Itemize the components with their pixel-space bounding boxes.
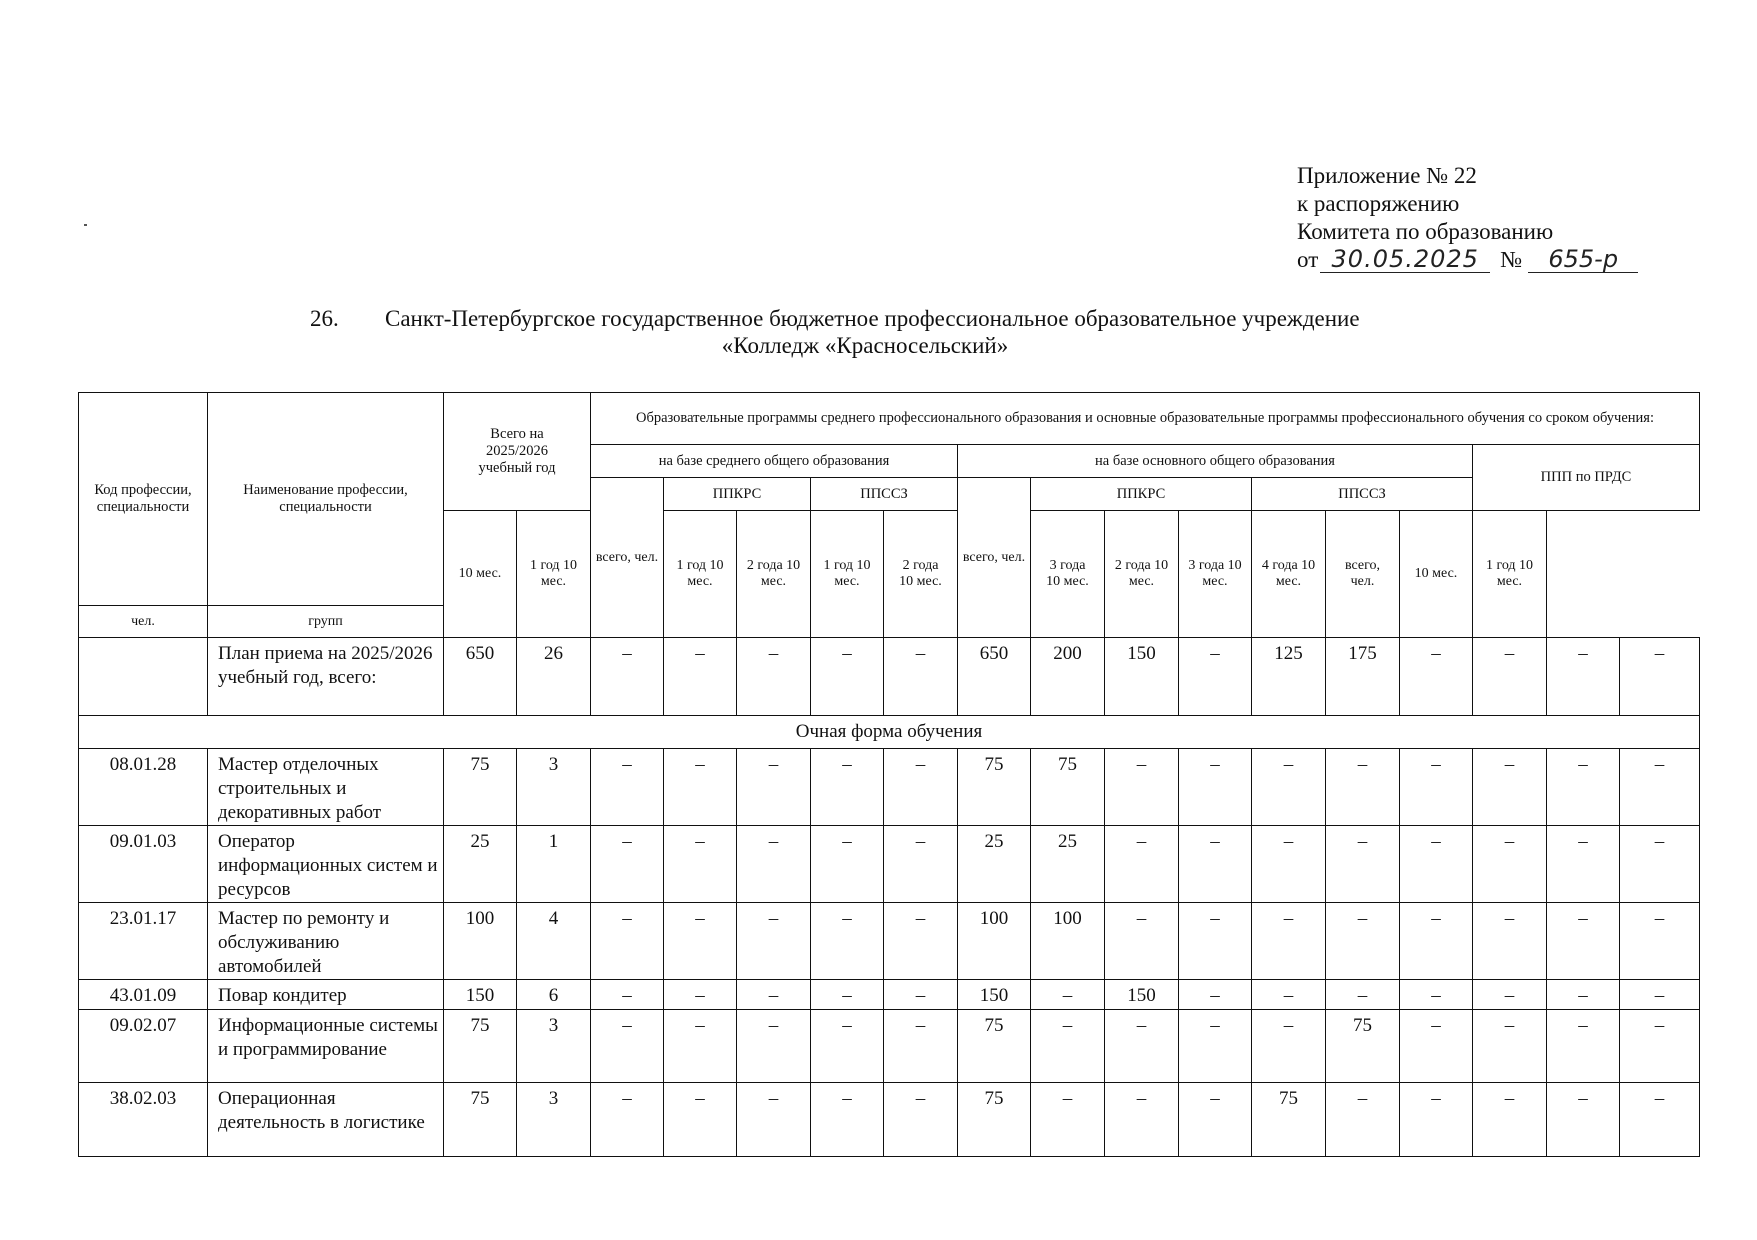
header-sec-ppssz: ППССЗ xyxy=(811,478,958,511)
cell-value: 150 xyxy=(1105,980,1179,1010)
cell-value: – xyxy=(811,826,884,903)
cell-value: – xyxy=(1547,980,1620,1010)
cell-value: – xyxy=(1620,638,1700,716)
cell-name: Мастер отделочных строительных и декоративных работ xyxy=(208,749,444,826)
cell-value: 200 xyxy=(1031,638,1105,716)
cell-value: 75 xyxy=(958,1083,1031,1157)
cell-value: – xyxy=(1179,749,1252,826)
cell-value: – xyxy=(664,980,737,1010)
cell-value: – xyxy=(1031,1083,1105,1157)
cell-name: Информационные системы и программирование xyxy=(208,1010,444,1083)
cell-name: Операционная деятельность в логистике xyxy=(208,1083,444,1157)
cell-value: – xyxy=(664,1083,737,1157)
cell-value: – xyxy=(1326,749,1400,826)
table-row xyxy=(79,1010,1700,1083)
header-total-groups: групп xyxy=(208,606,444,638)
header-sec-ppssz-2y10m: 2 года 10 мес. xyxy=(737,511,811,638)
cell-value: – xyxy=(1031,980,1105,1010)
cell-value: – xyxy=(737,638,811,716)
header-ppp-10m: 10 мес. xyxy=(1400,511,1473,638)
cell-value: – xyxy=(1473,826,1547,903)
cell-value: – xyxy=(591,638,664,716)
header-bas-ppssz: ППССЗ xyxy=(1252,478,1473,511)
cell-value: 125 xyxy=(1252,638,1326,716)
cell-value: – xyxy=(884,638,958,716)
cell-value: – xyxy=(1547,1083,1620,1157)
header-sec-ppkrs-1y10m: 1 год 10 мес. xyxy=(517,511,591,638)
header-basic-base: на базе основного общего образования xyxy=(958,445,1473,478)
cell-code: 43.01.09 xyxy=(79,980,208,1010)
cell-value: – xyxy=(1031,1010,1105,1083)
annex-block xyxy=(1297,162,1638,274)
cell-value: – xyxy=(1473,903,1547,980)
cell-value: 3 xyxy=(517,749,591,826)
cell-value: 3 xyxy=(517,1083,591,1157)
cell-value: – xyxy=(1326,1083,1400,1157)
cell-value: – xyxy=(1473,749,1547,826)
plan-row xyxy=(79,638,1700,716)
cell-value: 100 xyxy=(1031,903,1105,980)
handwritten-number: 655-р xyxy=(1528,246,1638,273)
cell-value: – xyxy=(1179,826,1252,903)
cell-value: 6 xyxy=(517,980,591,1010)
cell-name: Оператор информационных систем и ресурсов xyxy=(208,826,444,903)
cell-value: 25 xyxy=(1031,826,1105,903)
header-bas-ppkrs-1y10m: 1 год 10 мес. xyxy=(811,511,884,638)
table-row xyxy=(79,1083,1700,1157)
cell-code: 23.01.17 xyxy=(79,903,208,980)
cell-name: Повар кондитер xyxy=(208,980,444,1010)
cell-value: – xyxy=(1547,1010,1620,1083)
cell-value: – xyxy=(664,826,737,903)
header-sec-ppkrs: ППКРС xyxy=(664,478,811,511)
cell-value: – xyxy=(1547,638,1620,716)
cell-value: 25 xyxy=(958,826,1031,903)
cell-value: 75 xyxy=(1031,749,1105,826)
annex-line-3: Комитета по образованию xyxy=(1297,219,1554,244)
cell-value: – xyxy=(1547,903,1620,980)
cell-value: – xyxy=(1620,826,1700,903)
cell-value: – xyxy=(1400,980,1473,1010)
header-ppp: ППП по ПРДС xyxy=(1473,445,1700,511)
from-label: от xyxy=(1297,247,1319,272)
cell-value: – xyxy=(737,1083,811,1157)
cell-value: – xyxy=(1473,1083,1547,1157)
table-row xyxy=(79,826,1700,903)
cell-value: – xyxy=(1252,749,1326,826)
cell-value: – xyxy=(811,1010,884,1083)
header-bas-ppkrs: ППКРС xyxy=(1031,478,1252,511)
cell-value: – xyxy=(664,903,737,980)
cell-value: – xyxy=(591,980,664,1010)
cell-value: – xyxy=(1179,1083,1252,1157)
cell-value: – xyxy=(591,903,664,980)
cell-value: – xyxy=(884,826,958,903)
annex-line-2: к распоряжению xyxy=(1297,191,1460,216)
cell-value: – xyxy=(1105,1010,1179,1083)
cell-value: – xyxy=(1326,903,1400,980)
header-ppp-1y10m: 1 год 10 мес. xyxy=(1473,511,1547,638)
cell-value: 75 xyxy=(444,749,517,826)
header-bas-ppssz-2y10m: 2 года 10 мес. xyxy=(1105,511,1179,638)
institution-number: 26. xyxy=(310,306,339,331)
cell-value: – xyxy=(1620,1010,1700,1083)
cell-name: Мастер по ремонту и обслуживанию автомобилей xyxy=(208,903,444,980)
cell-value: – xyxy=(1252,1010,1326,1083)
cell-value: 175 xyxy=(1326,638,1400,716)
cell-value: 150 xyxy=(958,980,1031,1010)
cell-code: 09.02.07 xyxy=(79,1010,208,1083)
cell-value: – xyxy=(591,826,664,903)
header-sec-ppkrs-10m: 10 мес. xyxy=(444,511,517,638)
table-row xyxy=(79,980,1700,1010)
section-full-time: Очная форма обучения xyxy=(79,716,1700,749)
table-row xyxy=(79,903,1700,980)
cell-value: – xyxy=(664,1010,737,1083)
cell-value: – xyxy=(1179,638,1252,716)
cell-value: – xyxy=(1326,980,1400,1010)
cell-value: – xyxy=(1252,980,1326,1010)
cell-value: – xyxy=(1179,1010,1252,1083)
institution-name-line-2: «Колледж «Красносельский» xyxy=(721,333,1009,358)
cell-value: – xyxy=(1473,638,1547,716)
cell-value: – xyxy=(737,903,811,980)
header-total-people: чел. xyxy=(79,606,208,638)
cell-value: – xyxy=(737,826,811,903)
cell-value: – xyxy=(1400,749,1473,826)
cell-value: – xyxy=(1105,903,1179,980)
cell-value: 100 xyxy=(958,903,1031,980)
cell-value: 75 xyxy=(958,1010,1031,1083)
cell-value: – xyxy=(811,903,884,980)
cell-value: – xyxy=(664,749,737,826)
cell-value: – xyxy=(591,1010,664,1083)
cell-value: – xyxy=(737,980,811,1010)
cell-code: 38.02.03 xyxy=(79,1083,208,1157)
cell-value: – xyxy=(1252,826,1326,903)
cell-value: 75 xyxy=(958,749,1031,826)
header-code: Код профессии, специальности xyxy=(79,393,208,606)
cell-value: 1 xyxy=(517,826,591,903)
scan-speck xyxy=(84,224,87,226)
cell-value: – xyxy=(1620,1083,1700,1157)
cell-value: – xyxy=(664,638,737,716)
cell-value: – xyxy=(884,1010,958,1083)
cell-value: – xyxy=(737,1010,811,1083)
cell-value: – xyxy=(1179,980,1252,1010)
header-sec-total: всего, чел. xyxy=(591,478,664,638)
header-total: Всего на 2025/2026 учебный год xyxy=(444,393,591,511)
cell-value: 75 xyxy=(1252,1083,1326,1157)
header-bas-total: всего, чел. xyxy=(958,478,1031,638)
cell-code: 08.01.28 xyxy=(79,749,208,826)
cell-value: 75 xyxy=(444,1083,517,1157)
cell-value: – xyxy=(1105,1083,1179,1157)
cell-value: – xyxy=(884,749,958,826)
cell-value: 25 xyxy=(444,826,517,903)
institution-name-line-1: Санкт-Петербургское государственное бюджетное профессиональное образовательное учреждение xyxy=(385,306,1360,331)
cell-value: – xyxy=(1400,826,1473,903)
cell-value: – xyxy=(884,980,958,1010)
cell-value: – xyxy=(1400,1010,1473,1083)
cell-value: – xyxy=(1400,1083,1473,1157)
cell-value: 75 xyxy=(1326,1010,1400,1083)
cell-value: 75 xyxy=(444,1010,517,1083)
cell-value: – xyxy=(1179,903,1252,980)
cell-value: 150 xyxy=(444,980,517,1010)
cell-value: – xyxy=(1326,826,1400,903)
cell-value: – xyxy=(884,1083,958,1157)
cell-code xyxy=(79,638,208,716)
cell-value: – xyxy=(811,749,884,826)
header-bas-ppkrs-3y10m: 3 года 10 мес. xyxy=(1031,511,1105,638)
cell-value: 3 xyxy=(517,1010,591,1083)
cell-value: – xyxy=(1620,903,1700,980)
cell-value: – xyxy=(811,638,884,716)
header-ppp-total: всего, чел. xyxy=(1326,511,1400,638)
cell-value: 650 xyxy=(444,638,517,716)
cell-value: – xyxy=(1547,826,1620,903)
cell-value: – xyxy=(1473,980,1547,1010)
cell-value: – xyxy=(1400,638,1473,716)
cell-value: – xyxy=(1620,749,1700,826)
table-row xyxy=(79,749,1700,826)
annex-signature-line xyxy=(1297,246,1638,274)
cell-code: 09.01.03 xyxy=(79,826,208,903)
cell-value: – xyxy=(1105,749,1179,826)
admission-plan-table xyxy=(78,392,1700,1157)
cell-value: – xyxy=(1252,903,1326,980)
header-programs: Образовательные программы среднего профессионального образования и основные образовательные программы профессионального обучения со сроком обучения: xyxy=(591,393,1700,445)
cell-value: – xyxy=(1620,980,1700,1010)
annex-line-1: Приложение № 22 xyxy=(1297,163,1477,188)
cell-value: – xyxy=(591,1083,664,1157)
header-secondary-base: на базе среднего общего образования xyxy=(591,445,958,478)
header-bas-ppssz-3y10m: 3 года 10 мес. xyxy=(1179,511,1252,638)
cell-name: План приема на 2025/2026 учебный год, всего: xyxy=(208,638,444,716)
header-bas-ppkrs-2y10m: 2 года 10 мес. xyxy=(884,511,958,638)
cell-value: – xyxy=(737,749,811,826)
cell-value: – xyxy=(1547,749,1620,826)
cell-value: – xyxy=(811,980,884,1010)
header-name: Наименование профессии, специальности xyxy=(208,393,444,606)
number-label: № xyxy=(1500,247,1523,272)
cell-value: – xyxy=(591,749,664,826)
cell-value: 4 xyxy=(517,903,591,980)
cell-value: – xyxy=(884,903,958,980)
header-sec-ppssz-1y10m: 1 год 10 мес. xyxy=(664,511,737,638)
cell-value: – xyxy=(1473,1010,1547,1083)
cell-value: – xyxy=(1400,903,1473,980)
cell-value: 100 xyxy=(444,903,517,980)
cell-value: 26 xyxy=(517,638,591,716)
cell-value: 650 xyxy=(958,638,1031,716)
cell-value: – xyxy=(1105,826,1179,903)
handwritten-date: 30.05.2025 xyxy=(1320,246,1490,273)
cell-value: – xyxy=(811,1083,884,1157)
cell-value: 150 xyxy=(1105,638,1179,716)
header-bas-ppssz-4y10m: 4 года 10 мес. xyxy=(1252,511,1326,638)
